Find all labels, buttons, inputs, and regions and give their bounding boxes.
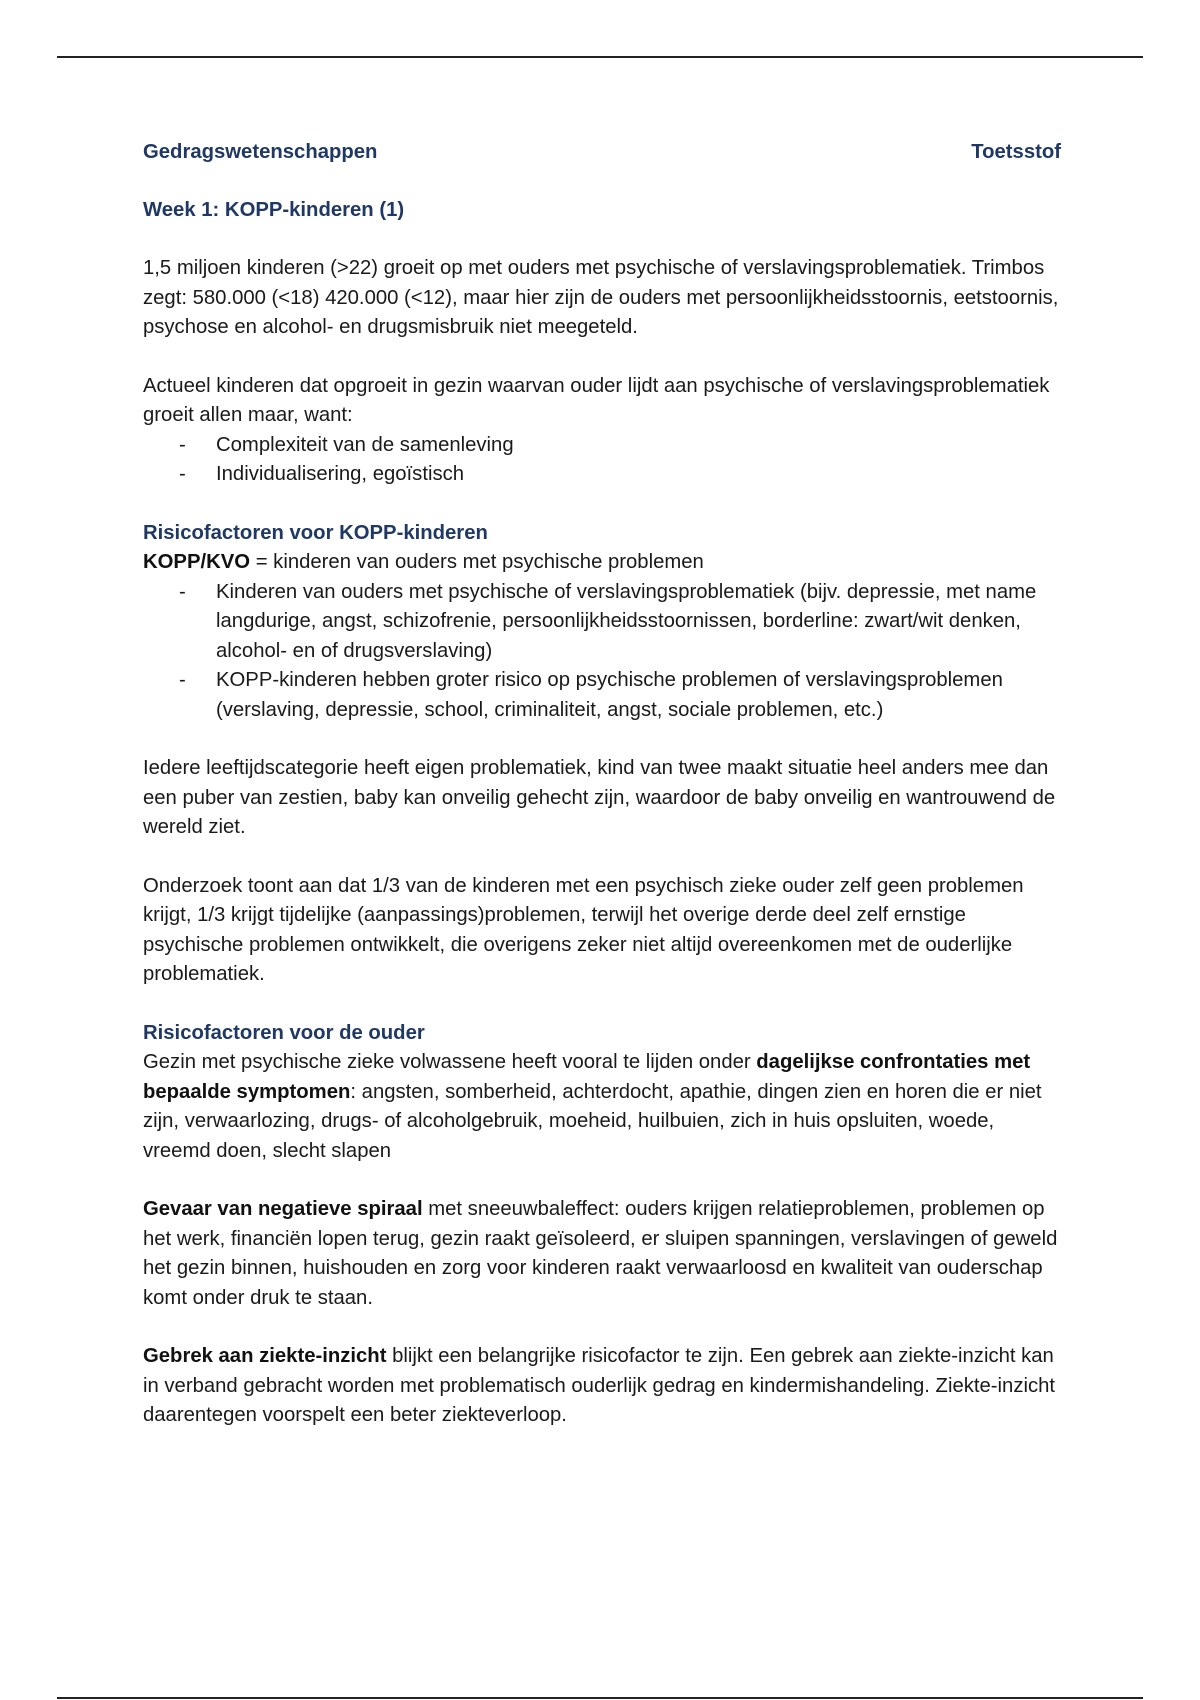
insight-paragraph — [143, 1342, 1061, 1431]
symptoms-list-text: : angsten, somberheid, achterdocht, apathie, dingen zien en horen die er niet zijn, verwaarlozing, drugs- of alcoholgebruik, moeheid, huilbuien, zich in huis opsluiten, woede, vreemd doen, slecht slapen — [143, 1080, 1042, 1162]
list-item: - Individualisering, egoïstisch — [143, 460, 1061, 490]
insight-text: blijkt een belangrijke risicofactor te zijn. Een gebrek aan ziekte-inzicht kan in verband gebracht worden met problematisch ouderlijk gedrag en kindermishandeling. Ziekte-inzicht daarentegen voorspelt een beter ziekteverloop. — [143, 1345, 1056, 1426]
symptoms-intro-text: Gezin met psychische zieke volwassene heeft vooral te lijden onder — [143, 1051, 757, 1073]
page-content — [143, 138, 1061, 1431]
header-course-title: Gedragswetenschappen — [143, 141, 378, 163]
age-paragraph: Iedere leeftijdscategorie heeft eigen problematiek, kind van twee maakt situatie heel anders mee dan een puber van zestien, baby kan onveilig gehecht zijn, waardoor de baby onveilig en wantrouwend de wereld ziet. — [143, 757, 1056, 838]
spiral-text: met sneeuwbaleffect: ouders krijgen relatieproblemen, problemen op het werk, financiën lopen terug, gezin raakt geïsoleerd, er sluipen spanningen, verslavingen of geweld het gezin binnen, huishouden en zorg voor kinderen raakt verwaarloosd en kwaliteit van ouderschap komt onder druk te staan. — [143, 1198, 1058, 1309]
kopp-bullet-list — [143, 578, 1061, 726]
insight-bold-text: Gebrek aan ziekte-inzicht — [143, 1345, 387, 1367]
top-rule — [57, 56, 1143, 58]
definition-paragraph — [143, 548, 1061, 578]
list-item: - KOPP-kinderen hebben groter risico op psychische problemen of verslavingsproblemen (verslaving, depressie, school, criminaliteit, angst, sociale problemen, etc.) — [143, 666, 1061, 725]
list-item: - Complexiteit van de samenleving — [143, 431, 1061, 461]
spiral-bold-text: Gevaar van negatieve spiraal — [143, 1198, 423, 1220]
page-header — [143, 138, 1061, 168]
research-paragraph: Onderzoek toont aan dat 1/3 van de kinderen met een psychisch zieke ouder zelf geen problemen krijgt, 1/3 krijgt tijdelijke (aanpassings)problemen, terwijl het overige derde deel zelf ernstige psychische problemen ontwikkelt, die overigens zeker niet altijd overeenkomen met de ouderlijke problematiek. — [143, 874, 1024, 985]
list-item: - Kinderen van ouders met psychische of verslavingsproblematiek (bijv. depressie, met name langdurige, angst, schizofrenie, persoonlijkheidsstoornissen, borderline: zwart/wit denken, alcohol- en of drugsverslaving) — [143, 578, 1061, 667]
spiral-paragraph — [143, 1195, 1061, 1313]
bottom-rule — [57, 1697, 1143, 1699]
intro-paragraph-2: Actueel kinderen dat opgroeit in gezin waarvan ouder lijdt aan psychische of verslavingsproblematiek groeit allen maar, want: — [143, 374, 1050, 426]
intro-paragraph-1: 1,5 miljoen kinderen (>22) groeit op met ouders met psychische of verslavingsproblematiek. Trimbos zegt: 580.000 (<18) 420.000 (<12), maar hier zijn de ouders met persoonlijkheidsstoornis, eetstoornis, psychose en alcohol- en drugsmisbruik niet meegeteld. — [143, 257, 1059, 338]
section-heading-ouder: Risicofactoren voor de ouder — [143, 1021, 425, 1044]
symptoms-paragraph — [143, 1048, 1061, 1166]
intro-bullet-list — [143, 431, 1061, 490]
definition-text: = kinderen van ouders met psychische problemen — [250, 551, 704, 573]
definition-term: KOPP/KVO — [143, 551, 251, 573]
section-heading-kopp: Risicofactoren voor KOPP-kinderen — [143, 521, 488, 544]
header-label: Toetsstof — [971, 141, 1061, 163]
symptoms-bold-text: dagelijkse confrontaties met bepaalde symptomen — [143, 1051, 1031, 1103]
week-title: Week 1: KOPP-kinderen (1) — [143, 198, 405, 221]
